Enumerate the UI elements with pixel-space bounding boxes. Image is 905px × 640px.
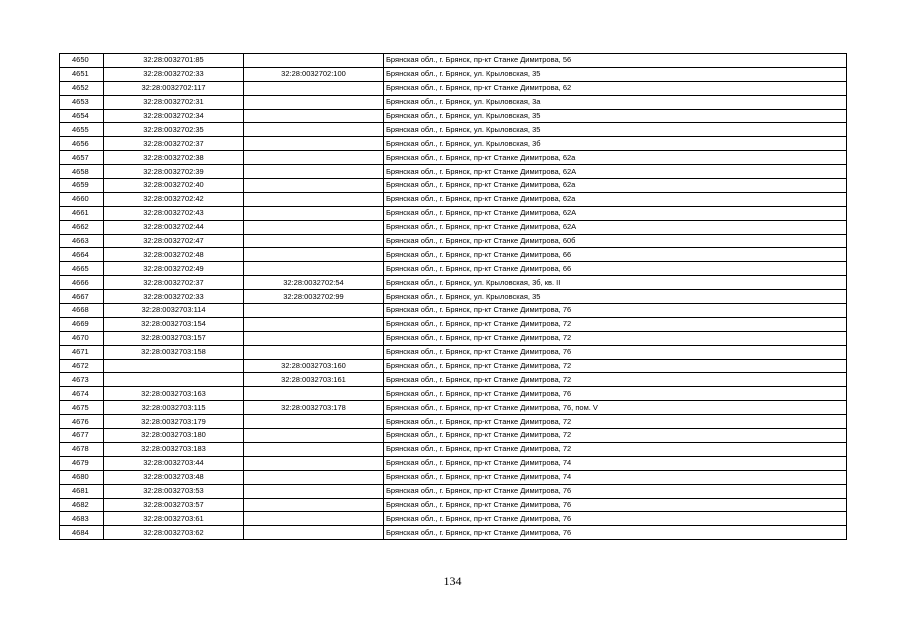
table-row [60,179,847,193]
row-number-cell: 4651 [60,67,104,81]
cadastral-number-cell: 32:28:0032701:85 [104,54,244,68]
related-cadastral-number-cell [244,304,384,318]
table-row [60,137,847,151]
row-number-cell: 4669 [60,317,104,331]
related-cadastral-number-cell [244,415,384,429]
row-number-cell: 4672 [60,359,104,373]
related-cadastral-number-cell [244,81,384,95]
row-number-cell: 4679 [60,456,104,470]
address-cell: Брянская обл., г. Брянск, пр-кт Станке Димитрова, 76 [384,345,847,359]
cadastral-number-cell: 32:28:0032703:53 [104,484,244,498]
related-cadastral-number-cell [244,456,384,470]
cadastral-number-cell: 32:28:0032703:163 [104,387,244,401]
address-cell: Брянская обл., г. Брянск, пр-кт Станке Димитрова, 76 [384,512,847,526]
related-cadastral-number-cell: 32:28:0032702:99 [244,290,384,304]
row-number-cell: 4684 [60,526,104,540]
page-number: 134 [443,574,462,588]
row-number-cell: 4652 [60,81,104,95]
cadastral-number-cell: 32:28:0032703:183 [104,442,244,456]
table-row [60,234,847,248]
related-cadastral-number-cell [244,54,384,68]
table-row [60,387,847,401]
table-row [60,373,847,387]
cadastral-number-cell: 32:28:0032703:154 [104,317,244,331]
related-cadastral-number-cell [244,179,384,193]
address-cell: Брянская обл., г. Брянск, пр-кт Станке Димитрова, 62А [384,220,847,234]
cadastral-number-cell: 32:28:0032702:37 [104,276,244,290]
row-number-cell: 4667 [60,290,104,304]
table-row [60,54,847,68]
cadastral-number-cell: 32:28:0032702:39 [104,165,244,179]
table-row [60,442,847,456]
table-row [60,165,847,179]
address-cell: Брянская обл., г. Брянск, ул. Крыловская, 35 [384,290,847,304]
row-number-cell: 4659 [60,179,104,193]
table-row [60,415,847,429]
table-row [60,151,847,165]
table-row [60,262,847,276]
row-number-cell: 4655 [60,123,104,137]
cadastral-number-cell: 32:28:0032702:33 [104,290,244,304]
row-number-cell: 4654 [60,109,104,123]
table-row [60,248,847,262]
row-number-cell: 4681 [60,484,104,498]
table-row [60,526,847,540]
cadastral-number-cell: 32:28:0032703:158 [104,345,244,359]
table-row [60,470,847,484]
related-cadastral-number-cell: 32:28:0032703:161 [244,373,384,387]
related-cadastral-number-cell [244,206,384,220]
row-number-cell: 4664 [60,248,104,262]
table-row [60,345,847,359]
related-cadastral-number-cell [244,387,384,401]
row-number-cell: 4662 [60,220,104,234]
address-cell: Брянская обл., г. Брянск, ул. Крыловская, 3б [384,137,847,151]
table-row [60,220,847,234]
table-row [60,81,847,95]
row-number-cell: 4671 [60,345,104,359]
row-number-cell: 4650 [60,54,104,68]
cadastral-number-cell: 32:28:0032702:44 [104,220,244,234]
table-row [60,359,847,373]
address-cell: Брянская обл., г. Брянск, пр-кт Станке Димитрова, 72 [384,331,847,345]
table-row [60,456,847,470]
table-row [60,331,847,345]
related-cadastral-number-cell: 32:28:0032703:160 [244,359,384,373]
related-cadastral-number-cell [244,95,384,109]
cadastral-number-cell: 32:28:0032703:180 [104,429,244,443]
row-number-cell: 4675 [60,401,104,415]
address-cell: Брянская обл., г. Брянск, ул. Крыловская, 3б, кв. II [384,276,847,290]
address-cell: Брянская обл., г. Брянск, пр-кт Станке Димитрова, 72 [384,359,847,373]
row-number-cell: 4673 [60,373,104,387]
address-cell: Брянская обл., г. Брянск, пр-кт Станке Димитрова, 62А [384,206,847,220]
cadastral-number-cell: 32:28:0032703:48 [104,470,244,484]
table-row [60,498,847,512]
cadastral-number-cell: 32:28:0032702:34 [104,109,244,123]
cadastral-number-cell: 32:28:0032703:61 [104,512,244,526]
row-number-cell: 4677 [60,429,104,443]
row-number-cell: 4680 [60,470,104,484]
cadastral-number-cell: 32:28:0032702:42 [104,192,244,206]
cadastral-number-cell: 32:28:0032702:38 [104,151,244,165]
cadastral-number-cell: 32:28:0032703:57 [104,498,244,512]
cadastral-number-cell: 32:28:0032702:40 [104,179,244,193]
cadastral-number-cell: 32:28:0032702:48 [104,248,244,262]
row-number-cell: 4653 [60,95,104,109]
related-cadastral-number-cell [244,470,384,484]
row-number-cell: 4668 [60,304,104,318]
table-body [60,54,847,540]
related-cadastral-number-cell [244,345,384,359]
cadastral-number-cell: 32:28:0032703:114 [104,304,244,318]
address-cell: Брянская обл., г. Брянск, пр-кт Станке Димитрова, 74 [384,470,847,484]
related-cadastral-number-cell [244,151,384,165]
address-cell: Брянская обл., г. Брянск, ул. Крыловская, 35 [384,109,847,123]
related-cadastral-number-cell [244,526,384,540]
row-number-cell: 4670 [60,331,104,345]
address-cell: Брянская обл., г. Брянск, пр-кт Станке Димитрова, 72 [384,415,847,429]
address-cell: Брянская обл., г. Брянск, пр-кт Станке Димитрова, 76 [384,526,847,540]
related-cadastral-number-cell [244,498,384,512]
address-cell: Брянская обл., г. Брянск, пр-кт Станке Димитрова, 62А [384,165,847,179]
address-cell: Брянская обл., г. Брянск, пр-кт Станке Димитрова, 60б [384,234,847,248]
cadastral-number-cell: 32:28:0032702:43 [104,206,244,220]
table-row [60,109,847,123]
address-cell: Брянская обл., г. Брянск, ул. Крыловская, 35 [384,67,847,81]
address-cell: Брянская обл., г. Брянск, пр-кт Станке Димитрова, 62 [384,81,847,95]
row-number-cell: 4657 [60,151,104,165]
cadastral-number-cell: 32:28:0032702:117 [104,81,244,95]
row-number-cell: 4682 [60,498,104,512]
row-number-cell: 4663 [60,234,104,248]
related-cadastral-number-cell: 32:28:0032702:100 [244,67,384,81]
related-cadastral-number-cell [244,429,384,443]
row-number-cell: 4656 [60,137,104,151]
table-row [60,429,847,443]
cadastral-number-cell: 32:28:0032702:35 [104,123,244,137]
table-row [60,192,847,206]
cadastral-number-cell: 32:28:0032703:157 [104,331,244,345]
row-number-cell: 4666 [60,276,104,290]
address-cell: Брянская обл., г. Брянск, пр-кт Станке Димитрова, 76 [384,387,847,401]
related-cadastral-number-cell [244,262,384,276]
address-cell: Брянская обл., г. Брянск, пр-кт Станке Димитрова, 62а [384,192,847,206]
address-cell: Брянская обл., г. Брянск, пр-кт Станке Димитрова, 62а [384,151,847,165]
address-cell: Брянская обл., г. Брянск, пр-кт Станке Димитрова, 74 [384,456,847,470]
related-cadastral-number-cell [244,512,384,526]
cadastral-number-cell: 32:28:0032702:37 [104,137,244,151]
related-cadastral-number-cell [244,331,384,345]
related-cadastral-number-cell [244,234,384,248]
related-cadastral-number-cell: 32:28:0032703:178 [244,401,384,415]
address-cell: Брянская обл., г. Брянск, пр-кт Станке Димитрова, 62а [384,179,847,193]
table-row [60,206,847,220]
table-row [60,95,847,109]
cadastral-number-cell: 32:28:0032703:62 [104,526,244,540]
related-cadastral-number-cell [244,137,384,151]
table-row [60,304,847,318]
land-registry-table [59,53,847,540]
address-cell: Брянская обл., г. Брянск, пр-кт Станке Димитрова, 72 [384,373,847,387]
address-cell: Брянская обл., г. Брянск, пр-кт Станке Димитрова, 72 [384,317,847,331]
related-cadastral-number-cell: 32:28:0032702:54 [244,276,384,290]
cadastral-number-cell: 32:28:0032702:31 [104,95,244,109]
related-cadastral-number-cell [244,109,384,123]
row-number-cell: 4665 [60,262,104,276]
row-number-cell: 4683 [60,512,104,526]
related-cadastral-number-cell [244,248,384,262]
address-cell: Брянская обл., г. Брянск, пр-кт Станке Димитрова, 56 [384,54,847,68]
related-cadastral-number-cell [244,220,384,234]
cadastral-number-cell [104,359,244,373]
related-cadastral-number-cell [244,192,384,206]
row-number-cell: 4676 [60,415,104,429]
related-cadastral-number-cell [244,317,384,331]
related-cadastral-number-cell [244,484,384,498]
table-row [60,512,847,526]
address-cell: Брянская обл., г. Брянск, пр-кт Станке Димитрова, 72 [384,442,847,456]
address-cell: Брянская обл., г. Брянск, пр-кт Станке Димитрова, 66 [384,262,847,276]
related-cadastral-number-cell [244,442,384,456]
table-row [60,401,847,415]
cadastral-number-cell: 32:28:0032703:179 [104,415,244,429]
address-cell: Брянская обл., г. Брянск, пр-кт Станке Димитрова, 76, пом. V [384,401,847,415]
table-row [60,484,847,498]
table-row [60,67,847,81]
address-cell: Брянская обл., г. Брянск, пр-кт Станке Димитрова, 76 [384,484,847,498]
cadastral-number-cell: 32:28:0032703:115 [104,401,244,415]
cadastral-number-cell: 32:28:0032703:44 [104,456,244,470]
table-row [60,290,847,304]
table-row [60,276,847,290]
address-cell: Брянская обл., г. Брянск, ул. Крыловская, 35 [384,123,847,137]
related-cadastral-number-cell [244,165,384,179]
cadastral-number-cell: 32:28:0032702:49 [104,262,244,276]
address-cell: Брянская обл., г. Брянск, пр-кт Станке Димитрова, 72 [384,429,847,443]
row-number-cell: 4678 [60,442,104,456]
row-number-cell: 4661 [60,206,104,220]
address-cell: Брянская обл., г. Брянск, ул. Крыловская, 3а [384,95,847,109]
related-cadastral-number-cell [244,123,384,137]
row-number-cell: 4658 [60,165,104,179]
cadastral-number-cell: 32:28:0032702:33 [104,67,244,81]
table-row [60,317,847,331]
cadastral-number-cell [104,373,244,387]
address-cell: Брянская обл., г. Брянск, пр-кт Станке Димитрова, 66 [384,248,847,262]
row-number-cell: 4660 [60,192,104,206]
table-row [60,123,847,137]
cadastral-number-cell: 32:28:0032702:47 [104,234,244,248]
row-number-cell: 4674 [60,387,104,401]
address-cell: Брянская обл., г. Брянск, пр-кт Станке Димитрова, 76 [384,304,847,318]
address-cell: Брянская обл., г. Брянск, пр-кт Станке Димитрова, 76 [384,498,847,512]
